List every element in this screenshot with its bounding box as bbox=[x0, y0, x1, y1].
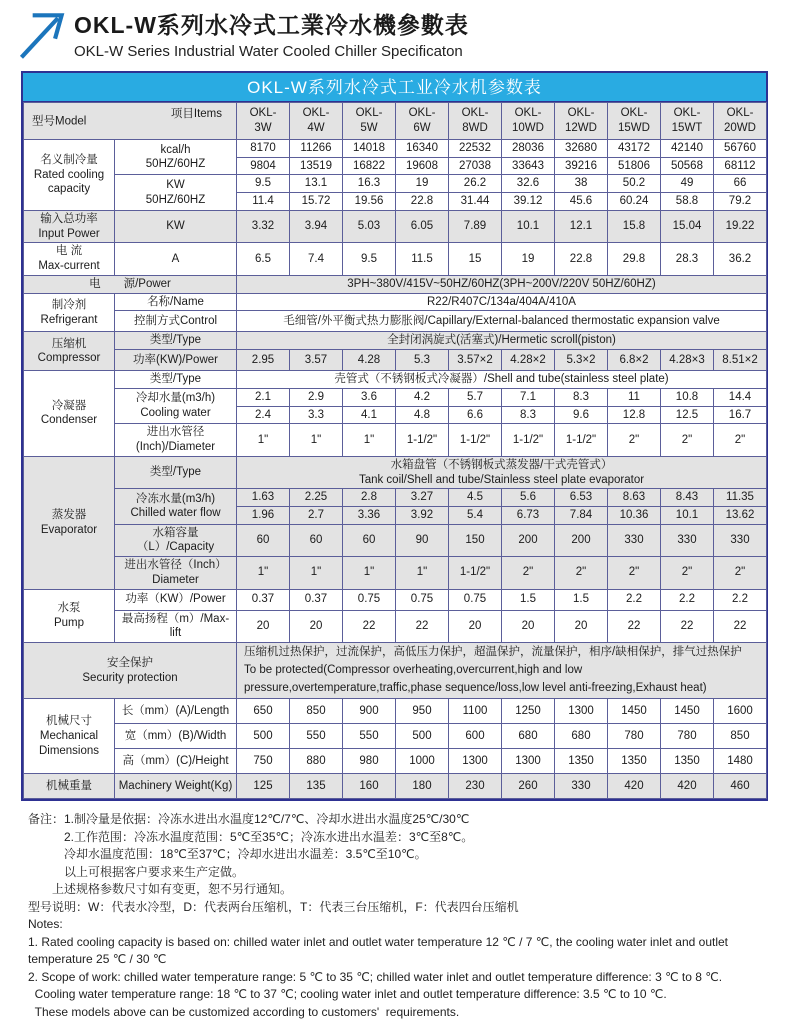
value-cell: 12.8 bbox=[608, 406, 661, 424]
note-line: 备注：1.制冷量是依据：冷冻水进出水温度12℃/7℃、冷却水进出水温度25℃/30℃ bbox=[28, 812, 470, 827]
value-cell: 5.7 bbox=[449, 388, 502, 406]
value-cell: 5.3×2 bbox=[555, 350, 608, 371]
row-label-cell: 机械尺寸 Mechanical Dimensions bbox=[24, 699, 115, 774]
value-cell: 2.25 bbox=[290, 489, 343, 507]
page-header bbox=[0, 0, 790, 71]
value-cell: 4.2 bbox=[396, 388, 449, 406]
value-cell: 2" bbox=[661, 557, 714, 589]
value-cell: 19.22 bbox=[714, 210, 767, 242]
value-cell: 27038 bbox=[449, 157, 502, 175]
value-cell: 22.8 bbox=[396, 193, 449, 211]
value-cell: 780 bbox=[608, 724, 661, 749]
value-cell: 14018 bbox=[343, 140, 396, 158]
value-cell: 330 bbox=[555, 774, 608, 799]
row-label-cell: 最高扬程（m）/Max-lift bbox=[115, 610, 237, 642]
value-cell: 1-1/2" bbox=[502, 424, 555, 456]
value-cell: 850 bbox=[290, 699, 343, 724]
value-cell: 0.75 bbox=[343, 589, 396, 610]
value-cell: 22 bbox=[343, 610, 396, 642]
row-label-cell: A bbox=[115, 243, 237, 275]
value-cell: 9.5 bbox=[237, 175, 290, 193]
row-label-cell: 水箱容量（L）/Capacity bbox=[115, 524, 237, 556]
value-cell: 1-1/2" bbox=[555, 424, 608, 456]
value-cell: 19 bbox=[502, 243, 555, 275]
value-cell: 5.4 bbox=[449, 506, 502, 524]
value-cell: 3.3 bbox=[290, 406, 343, 424]
value-cell: 3.36 bbox=[343, 506, 396, 524]
row-label-cell: 冷冻水量(m3/h) Chilled water flow bbox=[115, 489, 237, 524]
row-label-cell: 电 流 Max-current bbox=[24, 243, 115, 275]
model-items-header-cell bbox=[24, 103, 237, 140]
value-cell: 4.8 bbox=[396, 406, 449, 424]
row-label-cell: KW 50HZ/60HZ bbox=[115, 175, 237, 210]
value-cell: 1300 bbox=[449, 749, 502, 774]
value-cell: 8.51×2 bbox=[714, 350, 767, 371]
note-line: These models above can be customized according to customers' requirements. bbox=[28, 1004, 460, 1019]
value-cell: 1480 bbox=[714, 749, 767, 774]
value-cell: 28.3 bbox=[661, 243, 714, 275]
value-cell: 5.6 bbox=[502, 489, 555, 507]
value-cell: 11266 bbox=[290, 140, 343, 158]
row-label-cell: 功率(KW)/Power bbox=[115, 350, 237, 371]
value-cell: 3.92 bbox=[396, 506, 449, 524]
note-line: 1. Rated cooling capacity is based on: chilled water inlet and outlet water temperature 12 ℃ / 7 ℃, the cooling water inlet and outlet bbox=[28, 934, 729, 949]
spec-table-container bbox=[21, 71, 768, 801]
value-cell: 160 bbox=[343, 774, 396, 799]
value-cell: 330 bbox=[661, 524, 714, 556]
value-cell: 1" bbox=[343, 424, 396, 456]
model-header-cell: OKL- 15WD bbox=[608, 103, 661, 140]
value-cell: 550 bbox=[343, 724, 396, 749]
value-cell: 2.8 bbox=[343, 489, 396, 507]
value-cell: 420 bbox=[608, 774, 661, 799]
value-cell: 1250 bbox=[502, 699, 555, 724]
value-cell: 260 bbox=[502, 774, 555, 799]
row-label-cell: 进出水管径（Inch） Diameter bbox=[115, 557, 237, 589]
value-cell: 16822 bbox=[343, 157, 396, 175]
value-cell: 56760 bbox=[714, 140, 767, 158]
row-label-cell: 高（mm）(C)/Height bbox=[115, 749, 237, 774]
value-cell: 11.5 bbox=[396, 243, 449, 275]
value-cell: 10.1 bbox=[661, 506, 714, 524]
value-cell: 50.2 bbox=[608, 175, 661, 193]
value-cell: 2" bbox=[661, 424, 714, 456]
value-cell: 20 bbox=[290, 610, 343, 642]
value-cell: 850 bbox=[714, 724, 767, 749]
value-cell: 3.57 bbox=[290, 350, 343, 371]
value-cell: 6.05 bbox=[396, 210, 449, 242]
value-cell: 2" bbox=[608, 424, 661, 456]
value-cell: 13519 bbox=[290, 157, 343, 175]
value-cell: 2.95 bbox=[237, 350, 290, 371]
title-block bbox=[74, 5, 469, 60]
row-label-cell: 进出水管径 (Inch)/Diameter bbox=[115, 424, 237, 456]
model-header-cell: OKL- 4W bbox=[290, 103, 343, 140]
value-cell: 8.3 bbox=[502, 406, 555, 424]
value-cell: 3.32 bbox=[237, 210, 290, 242]
value-cell: 2" bbox=[608, 557, 661, 589]
value-cell: 6.5 bbox=[237, 243, 290, 275]
value-cell: 750 bbox=[237, 749, 290, 774]
value-cell: 1.96 bbox=[237, 506, 290, 524]
value-cell: 2.4 bbox=[237, 406, 290, 424]
value-cell: 33643 bbox=[502, 157, 555, 175]
model-header-cell: OKL- 6W bbox=[396, 103, 449, 140]
value-cell: 26.2 bbox=[449, 175, 502, 193]
value-cell: 28036 bbox=[502, 140, 555, 158]
items-axis-label: 项目Items bbox=[170, 108, 222, 120]
value-cell: 20 bbox=[502, 610, 555, 642]
value-cell: 900 bbox=[343, 699, 396, 724]
value-cell: 22 bbox=[714, 610, 767, 642]
value-cell: 1-1/2" bbox=[449, 557, 502, 589]
row-label-cell: 压缩机 Compressor bbox=[24, 332, 115, 371]
value-cell: 66 bbox=[714, 175, 767, 193]
page-title: OKL-W系列水冷式工業冷水機參數表 bbox=[74, 12, 469, 38]
value-cell: 51806 bbox=[608, 157, 661, 175]
value-cell: 19.56 bbox=[343, 193, 396, 211]
row-label-cell: KW bbox=[115, 210, 237, 242]
model-header-cell: OKL- 3W bbox=[237, 103, 290, 140]
value-cell: 90 bbox=[396, 524, 449, 556]
value-cell: 600 bbox=[449, 724, 502, 749]
value-cell: 58.8 bbox=[661, 193, 714, 211]
value-cell: 2.1 bbox=[237, 388, 290, 406]
row-label-cell: 制冷剂 Refrigerant bbox=[24, 293, 115, 332]
security-label-cell: 安全保护 Security protection bbox=[24, 642, 237, 698]
value-cell: 13.62 bbox=[714, 506, 767, 524]
note-line: 以上可根据客户要求来生产定做。 bbox=[28, 864, 245, 879]
refrigerant-name-cell: R22/R407C/134a/404A/410A bbox=[237, 293, 767, 311]
value-cell: 79.2 bbox=[714, 193, 767, 211]
value-cell: 1" bbox=[237, 557, 290, 589]
value-cell: 12.1 bbox=[555, 210, 608, 242]
value-cell: 200 bbox=[502, 524, 555, 556]
value-cell: 19 bbox=[396, 175, 449, 193]
value-cell: 1" bbox=[290, 424, 343, 456]
value-cell: 125 bbox=[237, 774, 290, 799]
value-cell: 2" bbox=[714, 424, 767, 456]
value-cell: 45.6 bbox=[555, 193, 608, 211]
value-cell: 330 bbox=[608, 524, 661, 556]
value-cell: 6.6 bbox=[449, 406, 502, 424]
value-cell: 6.8×2 bbox=[608, 350, 661, 371]
value-cell: 3.94 bbox=[290, 210, 343, 242]
value-cell: 1450 bbox=[608, 699, 661, 724]
value-cell: 16.3 bbox=[343, 175, 396, 193]
value-cell: 1600 bbox=[714, 699, 767, 724]
row-label-cell: 长（mm）(A)/Length bbox=[115, 699, 237, 724]
row-label-cell: 名称/Name bbox=[115, 293, 237, 311]
row-label-cell: 输入总功率 Input Power bbox=[24, 210, 115, 242]
table-banner-title: OKL-W系列水冷式工业冷水机参数表 bbox=[23, 73, 766, 102]
value-cell: 550 bbox=[290, 724, 343, 749]
value-cell: 1.5 bbox=[555, 589, 608, 610]
row-label-cell: 宽（mm）(B)/Width bbox=[115, 724, 237, 749]
value-cell: 1300 bbox=[555, 699, 608, 724]
model-header-cell: OKL- 15WT bbox=[661, 103, 714, 140]
model-header-cell: OKL- 5W bbox=[343, 103, 396, 140]
spec-table-body bbox=[24, 103, 767, 799]
value-cell: 60.24 bbox=[608, 193, 661, 211]
value-cell: 22 bbox=[661, 610, 714, 642]
value-cell: 135 bbox=[290, 774, 343, 799]
notes-section bbox=[28, 811, 790, 1031]
value-cell: 22532 bbox=[449, 140, 502, 158]
value-cell: 11.4 bbox=[237, 193, 290, 211]
power-supply-value-cell: 3PH~380V/415V~50HZ/60HZ(3PH~200V/220V 50HZ/60HZ) bbox=[237, 275, 767, 293]
value-cell: 68112 bbox=[714, 157, 767, 175]
value-cell: 7.1 bbox=[502, 388, 555, 406]
note-line: 上述规格参数尺寸如有变更，恕不另行通知。 bbox=[28, 882, 293, 897]
value-cell: 9.5 bbox=[343, 243, 396, 275]
value-cell: 32.6 bbox=[502, 175, 555, 193]
value-cell: 1-1/2" bbox=[449, 424, 502, 456]
value-cell: 2" bbox=[555, 557, 608, 589]
note-line: 2. Scope of work: chilled water temperature range: 5 ℃ to 35 ℃; chilled water inlet and outlet temperature difference: 3 ℃ to 8 ℃. bbox=[28, 969, 723, 984]
note-line: temperature 25 ℃ / 30 ℃ bbox=[28, 952, 167, 967]
value-cell: 950 bbox=[396, 699, 449, 724]
value-cell: 20 bbox=[237, 610, 290, 642]
value-cell: 22.8 bbox=[555, 243, 608, 275]
value-cell: 31.44 bbox=[449, 193, 502, 211]
value-cell: 3.57×2 bbox=[449, 350, 502, 371]
value-cell: 22 bbox=[396, 610, 449, 642]
value-cell: 49 bbox=[661, 175, 714, 193]
value-cell: 16340 bbox=[396, 140, 449, 158]
row-label-cell: 名义制冷量 Rated cooling capacity bbox=[24, 140, 115, 211]
value-cell: 2.2 bbox=[714, 589, 767, 610]
value-cell: 14.4 bbox=[714, 388, 767, 406]
value-cell: 43172 bbox=[608, 140, 661, 158]
value-cell: 12.5 bbox=[661, 406, 714, 424]
value-cell: 880 bbox=[290, 749, 343, 774]
value-cell: 1.63 bbox=[237, 489, 290, 507]
spec-table bbox=[23, 102, 767, 799]
value-cell: 1" bbox=[343, 557, 396, 589]
value-cell: 7.4 bbox=[290, 243, 343, 275]
value-cell: 1000 bbox=[396, 749, 449, 774]
note-line: Cooling water temperature range: 18 ℃ to 37 ℃; cooling water inlet and outlet temperature difference: 3.5 ℃ to 10 ℃. bbox=[28, 987, 667, 1002]
value-cell: 19608 bbox=[396, 157, 449, 175]
value-cell: 150 bbox=[449, 524, 502, 556]
value-cell: 16.7 bbox=[714, 406, 767, 424]
model-header-cell: OKL- 12WD bbox=[555, 103, 608, 140]
row-label-cell: 类型/Type bbox=[115, 371, 237, 389]
value-cell: 1350 bbox=[555, 749, 608, 774]
model-header-cell: OKL- 10WD bbox=[502, 103, 555, 140]
value-cell: 2.7 bbox=[290, 506, 343, 524]
control-type-cell: 毛细管/外平衡式热力膨胀阀/Capillary/External-balanced thermostatic expansion valve bbox=[237, 311, 767, 332]
compressor-type-cell: 全封闭涡旋式(活塞式)/Hermetic scroll(piston) bbox=[237, 332, 767, 350]
value-cell: 13.1 bbox=[290, 175, 343, 193]
value-cell: 2.2 bbox=[661, 589, 714, 610]
row-label-cell: 功率（KW）/Power bbox=[115, 589, 237, 610]
value-cell: 10.1 bbox=[502, 210, 555, 242]
value-cell: 650 bbox=[237, 699, 290, 724]
row-label-cell: kcal/h 50HZ/60HZ bbox=[115, 140, 237, 175]
value-cell: 39216 bbox=[555, 157, 608, 175]
value-cell: 180 bbox=[396, 774, 449, 799]
row-label-cell: 类型/Type bbox=[115, 456, 237, 488]
value-cell: 2" bbox=[714, 557, 767, 589]
value-cell: 1" bbox=[290, 557, 343, 589]
value-cell: 22 bbox=[608, 610, 661, 642]
row-label-cell: 机械重量 bbox=[24, 774, 115, 799]
value-cell: 9.6 bbox=[555, 406, 608, 424]
value-cell: 1100 bbox=[449, 699, 502, 724]
value-cell: 1450 bbox=[661, 699, 714, 724]
value-cell: 60 bbox=[343, 524, 396, 556]
value-cell: 0.75 bbox=[449, 589, 502, 610]
value-cell: 3.6 bbox=[343, 388, 396, 406]
value-cell: 2.9 bbox=[290, 388, 343, 406]
value-cell: 29.8 bbox=[608, 243, 661, 275]
row-label-cell: 水泵 Pump bbox=[24, 589, 115, 642]
value-cell: 15 bbox=[449, 243, 502, 275]
value-cell: 0.75 bbox=[396, 589, 449, 610]
value-cell: 330 bbox=[714, 524, 767, 556]
note-line: 型号说明：W：代表水冷型，D：代表两台压缩机，T：代表三台压缩机，F：代表四台压缩机 bbox=[28, 899, 519, 914]
value-cell: 200 bbox=[555, 524, 608, 556]
value-cell: 10.36 bbox=[608, 506, 661, 524]
value-cell: 5.3 bbox=[396, 350, 449, 371]
value-cell: 1.5 bbox=[502, 589, 555, 610]
value-cell: 1350 bbox=[608, 749, 661, 774]
row-label-cell: 蒸发器 Evaporator bbox=[24, 456, 115, 589]
value-cell: 11.35 bbox=[714, 489, 767, 507]
value-cell: 680 bbox=[555, 724, 608, 749]
value-cell: 1350 bbox=[661, 749, 714, 774]
value-cell: 4.28 bbox=[343, 350, 396, 371]
value-cell: 8.43 bbox=[661, 489, 714, 507]
security-protection-cell: 压缩机过热保护，过流保护，高低压力保护，超温保护，流量保护，相序/缺相保护，排气过热保护 To be protected(Compressor overheating,overcurrent,high and low pressure,overtemperature,traffic,phase sequence/loss,low level anti-freezing,Exhaust heat) bbox=[237, 642, 767, 698]
row-label-cell: 冷凝器 Condenser bbox=[24, 371, 115, 457]
value-cell: 4.5 bbox=[449, 489, 502, 507]
value-cell: 8170 bbox=[237, 140, 290, 158]
value-cell: 42140 bbox=[661, 140, 714, 158]
value-cell: 3.27 bbox=[396, 489, 449, 507]
value-cell: 15.8 bbox=[608, 210, 661, 242]
value-cell: 4.28×3 bbox=[661, 350, 714, 371]
value-cell: 7.89 bbox=[449, 210, 502, 242]
value-cell: 39.12 bbox=[502, 193, 555, 211]
value-cell: 230 bbox=[449, 774, 502, 799]
evaporator-type-cell: 水箱盘管（不锈钢板式蒸发器/干式壳管式） Tank coil/Shell and tube/Stainless steel plate evaporator bbox=[237, 456, 767, 488]
value-cell: 38 bbox=[555, 175, 608, 193]
brand-arrow-icon bbox=[14, 5, 70, 63]
note-line: 2.工作范围：冷冻水温度范围：5℃至35℃；冷冻水进出水温差：3℃至8℃。 bbox=[28, 829, 474, 844]
value-cell: 60 bbox=[237, 524, 290, 556]
value-cell: 0.37 bbox=[237, 589, 290, 610]
value-cell: 60 bbox=[290, 524, 343, 556]
value-cell: 680 bbox=[502, 724, 555, 749]
model-header-cell: OKL- 20WD bbox=[714, 103, 767, 140]
value-cell: 4.28×2 bbox=[502, 350, 555, 371]
value-cell: 0.37 bbox=[290, 589, 343, 610]
value-cell: 11 bbox=[608, 388, 661, 406]
value-cell: 1" bbox=[237, 424, 290, 456]
power-supply-label-cell: 电 源/Power bbox=[24, 275, 237, 293]
value-cell: 500 bbox=[396, 724, 449, 749]
value-cell: 780 bbox=[661, 724, 714, 749]
value-cell: 20 bbox=[449, 610, 502, 642]
value-cell: 50568 bbox=[661, 157, 714, 175]
value-cell: 2" bbox=[502, 557, 555, 589]
value-cell: 460 bbox=[714, 774, 767, 799]
value-cell: 15.04 bbox=[661, 210, 714, 242]
note-line: Notes: bbox=[28, 917, 63, 932]
condenser-type-cell: 壳管式（不锈钢板式冷凝器）/Shell and tube(stainless steel plate) bbox=[237, 371, 767, 389]
value-cell: 9804 bbox=[237, 157, 290, 175]
value-cell: 7.84 bbox=[555, 506, 608, 524]
value-cell: 10.8 bbox=[661, 388, 714, 406]
value-cell: 20 bbox=[555, 610, 608, 642]
value-cell: 15.72 bbox=[290, 193, 343, 211]
value-cell: 8.63 bbox=[608, 489, 661, 507]
value-cell: 420 bbox=[661, 774, 714, 799]
page-subtitle: OKL-W Series Industrial Water Cooled Chiller Specificaton bbox=[74, 43, 463, 60]
model-axis-label: 型号Model bbox=[32, 116, 87, 129]
value-cell: 980 bbox=[343, 749, 396, 774]
row-label-cell: 冷却水量(m3/h) Cooling water bbox=[115, 388, 237, 423]
value-cell: 4.1 bbox=[343, 406, 396, 424]
row-label-cell: 类型/Type bbox=[115, 332, 237, 350]
value-cell: 5.03 bbox=[343, 210, 396, 242]
note-line: 冷却水温度范围：18℃至37℃；冷却水进出水温差：3.5℃至10℃。 bbox=[28, 847, 427, 862]
value-cell: 32680 bbox=[555, 140, 608, 158]
value-cell: 8.3 bbox=[555, 388, 608, 406]
value-cell: 2.2 bbox=[608, 589, 661, 610]
value-cell: 36.2 bbox=[714, 243, 767, 275]
value-cell: 1-1/2" bbox=[396, 424, 449, 456]
value-cell: 500 bbox=[237, 724, 290, 749]
row-label-cell: Machinery Weight(Kg) bbox=[115, 774, 237, 799]
value-cell: 1300 bbox=[502, 749, 555, 774]
value-cell: 6.53 bbox=[555, 489, 608, 507]
value-cell: 1" bbox=[396, 557, 449, 589]
value-cell: 6.73 bbox=[502, 506, 555, 524]
model-header-cell: OKL- 8WD bbox=[449, 103, 502, 140]
row-label-cell: 控制方式Control bbox=[115, 311, 237, 332]
